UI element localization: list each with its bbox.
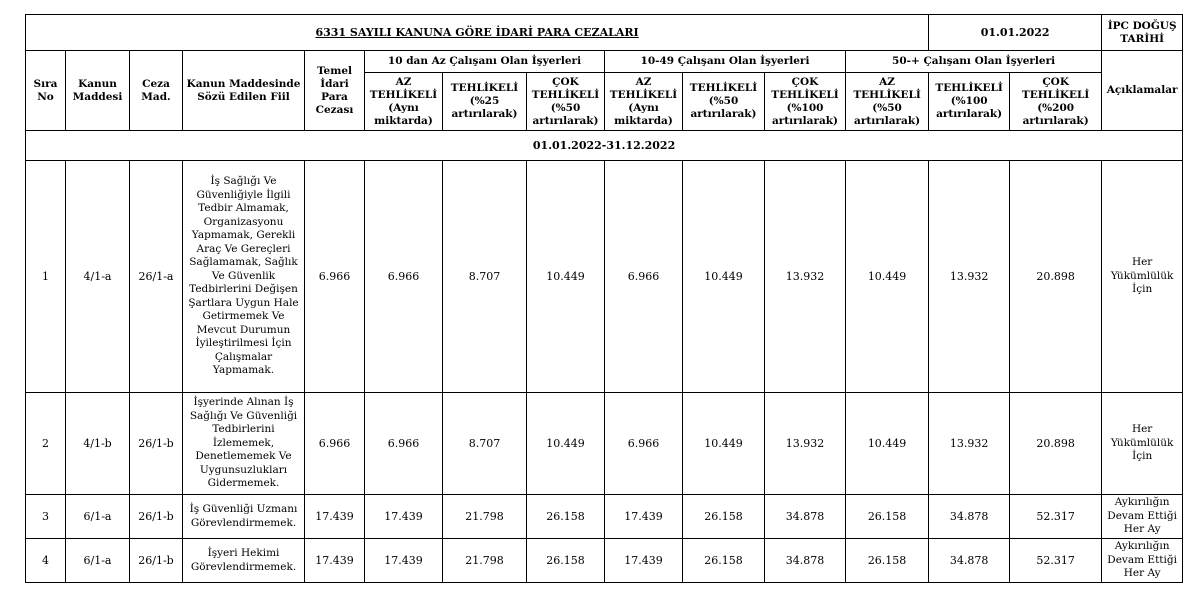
table-row	[26, 495, 1183, 539]
sub-header: TEHLİKELİ (%25 artırılarak)	[443, 73, 527, 131]
row-ceza: 26/1-b	[130, 539, 183, 583]
sub-header: TEHLİKELİ (%100 artırılarak)	[929, 73, 1010, 131]
header-group-2: 10-49 Çalışanı Olan İşyerleri	[605, 51, 846, 73]
row-value: 13.932	[929, 393, 1010, 495]
header-group-3: 50-+ Çalışanı Olan İşyerleri	[846, 51, 1102, 73]
sub-header: AZ TEHLİKELİ (Aynı miktarda)	[605, 73, 683, 131]
row-value: 13.932	[765, 393, 846, 495]
row-value: 10.449	[527, 161, 605, 393]
header-fiil: Kanun Maddesinde Sözü Edilen Fiil	[183, 51, 305, 131]
row-value: 17.439	[365, 495, 443, 539]
row-value: 17.439	[605, 495, 683, 539]
ipc-label-cell: İPC DOĞUŞ TARİHİ	[1102, 15, 1183, 51]
row-value: 34.878	[929, 495, 1010, 539]
sub-header: ÇOK TEHLİKELİ (%100 artırılarak)	[765, 73, 846, 131]
row-value: 10.449	[683, 161, 765, 393]
row-kanun: 4/1-b	[66, 393, 130, 495]
group-header-row	[26, 51, 1183, 73]
row-temel: 17.439	[305, 495, 365, 539]
period-row	[26, 131, 1183, 161]
penalty-table	[25, 14, 1183, 583]
row-fiil: İş Sağlığı Ve Güvenliğiyle İlgili Tedbir Almamak, Organizasyonu Yapmamak, Gerekli Araç Ve Gereçleri Sağlamamak, Sağlık Ve Güvenlik Tedbirlerini Değişen Şartlara Uygun Hale Getirmemek Ve Mevcut Durumun İyileştirilmesi İçin Çalışmalar Yapmamak.	[183, 161, 305, 393]
row-fiil: İş Güvenliği Uzmanı Görevlendirmemek.	[183, 495, 305, 539]
row-value: 6.966	[605, 161, 683, 393]
row-kanun: 6/1-a	[66, 495, 130, 539]
row-value: 52.317	[1010, 539, 1102, 583]
row-value: 6.966	[365, 393, 443, 495]
row-aciklama: Aykırılığın Devam Ettiği Her Ay	[1102, 539, 1183, 583]
row-value: 21.798	[443, 495, 527, 539]
row-no: 2	[26, 393, 66, 495]
row-value: 34.878	[929, 539, 1010, 583]
row-value: 26.158	[846, 539, 929, 583]
title-row	[26, 15, 1183, 51]
row-value: 20.898	[1010, 393, 1102, 495]
period-label: 01.01.2022-31.12.2022	[26, 131, 1183, 161]
row-temel: 17.439	[305, 539, 365, 583]
row-value: 26.158	[846, 495, 929, 539]
row-aciklama: Her Yükümlülük İçin	[1102, 161, 1183, 393]
row-value: 17.439	[365, 539, 443, 583]
row-value: 10.449	[683, 393, 765, 495]
header-kanun-maddesi: Kanun Maddesi	[66, 51, 130, 131]
row-value: 26.158	[527, 539, 605, 583]
row-value: 26.158	[683, 495, 765, 539]
table-row	[26, 393, 1183, 495]
table-row	[26, 539, 1183, 583]
row-ceza: 26/1-b	[130, 495, 183, 539]
row-kanun: 4/1-a	[66, 161, 130, 393]
sub-header: TEHLİKELİ (%50 artırılarak)	[683, 73, 765, 131]
row-value: 20.898	[1010, 161, 1102, 393]
row-value: 34.878	[765, 495, 846, 539]
header-aciklamalar: Açıklamalar	[1102, 51, 1183, 131]
row-value: 13.932	[765, 161, 846, 393]
table-row	[26, 161, 1183, 393]
table-title: 6331 SAYILI KANUNA GÖRE İDARİ PARA CEZALARI	[26, 15, 929, 51]
row-value: 52.317	[1010, 495, 1102, 539]
penalty-table-wrapper	[25, 14, 1183, 583]
row-value: 26.158	[683, 539, 765, 583]
row-no: 3	[26, 495, 66, 539]
row-ceza: 26/1-b	[130, 393, 183, 495]
header-sira-no: Sıra No	[26, 51, 66, 131]
row-value: 10.449	[527, 393, 605, 495]
header-group-1: 10 dan Az Çalışanı Olan İşyerleri	[365, 51, 605, 73]
sub-header: ÇOK TEHLİKELİ (%50 artırılarak)	[527, 73, 605, 131]
header-temel: Temel İdari Para Cezası	[305, 51, 365, 131]
date-cell: 01.01.2022	[929, 15, 1102, 51]
row-temel: 6.966	[305, 161, 365, 393]
row-aciklama: Aykırılığın Devam Ettiği Her Ay	[1102, 495, 1183, 539]
row-no: 1	[26, 161, 66, 393]
row-kanun: 6/1-a	[66, 539, 130, 583]
sub-header: ÇOK TEHLİKELİ (%200 artırılarak)	[1010, 73, 1102, 131]
row-value: 13.932	[929, 161, 1010, 393]
row-value: 10.449	[846, 161, 929, 393]
row-value: 17.439	[605, 539, 683, 583]
row-value: 6.966	[605, 393, 683, 495]
row-fiil: İşyerinde Alınan İş Sağlığı Ve Güvenliği Tedbirlerini İzlememek, Denetlememek Ve Uygunsuzlukları Gidermemek.	[183, 393, 305, 495]
row-fiil: İşyeri Hekimi Görevlendirmemek.	[183, 539, 305, 583]
row-value: 21.798	[443, 539, 527, 583]
row-value: 34.878	[765, 539, 846, 583]
row-aciklama: Her Yükümlülük İçin	[1102, 393, 1183, 495]
row-value: 8.707	[443, 161, 527, 393]
row-temel: 6.966	[305, 393, 365, 495]
header-ceza-mad: Ceza Mad.	[130, 51, 183, 131]
row-value: 10.449	[846, 393, 929, 495]
row-no: 4	[26, 539, 66, 583]
row-value: 26.158	[527, 495, 605, 539]
sub-header: AZ TEHLİKELİ (Aynı miktarda)	[365, 73, 443, 131]
row-value: 6.966	[365, 161, 443, 393]
sub-header: AZ TEHLİKELİ (%50 artırılarak)	[846, 73, 929, 131]
row-value: 8.707	[443, 393, 527, 495]
row-ceza: 26/1-a	[130, 161, 183, 393]
